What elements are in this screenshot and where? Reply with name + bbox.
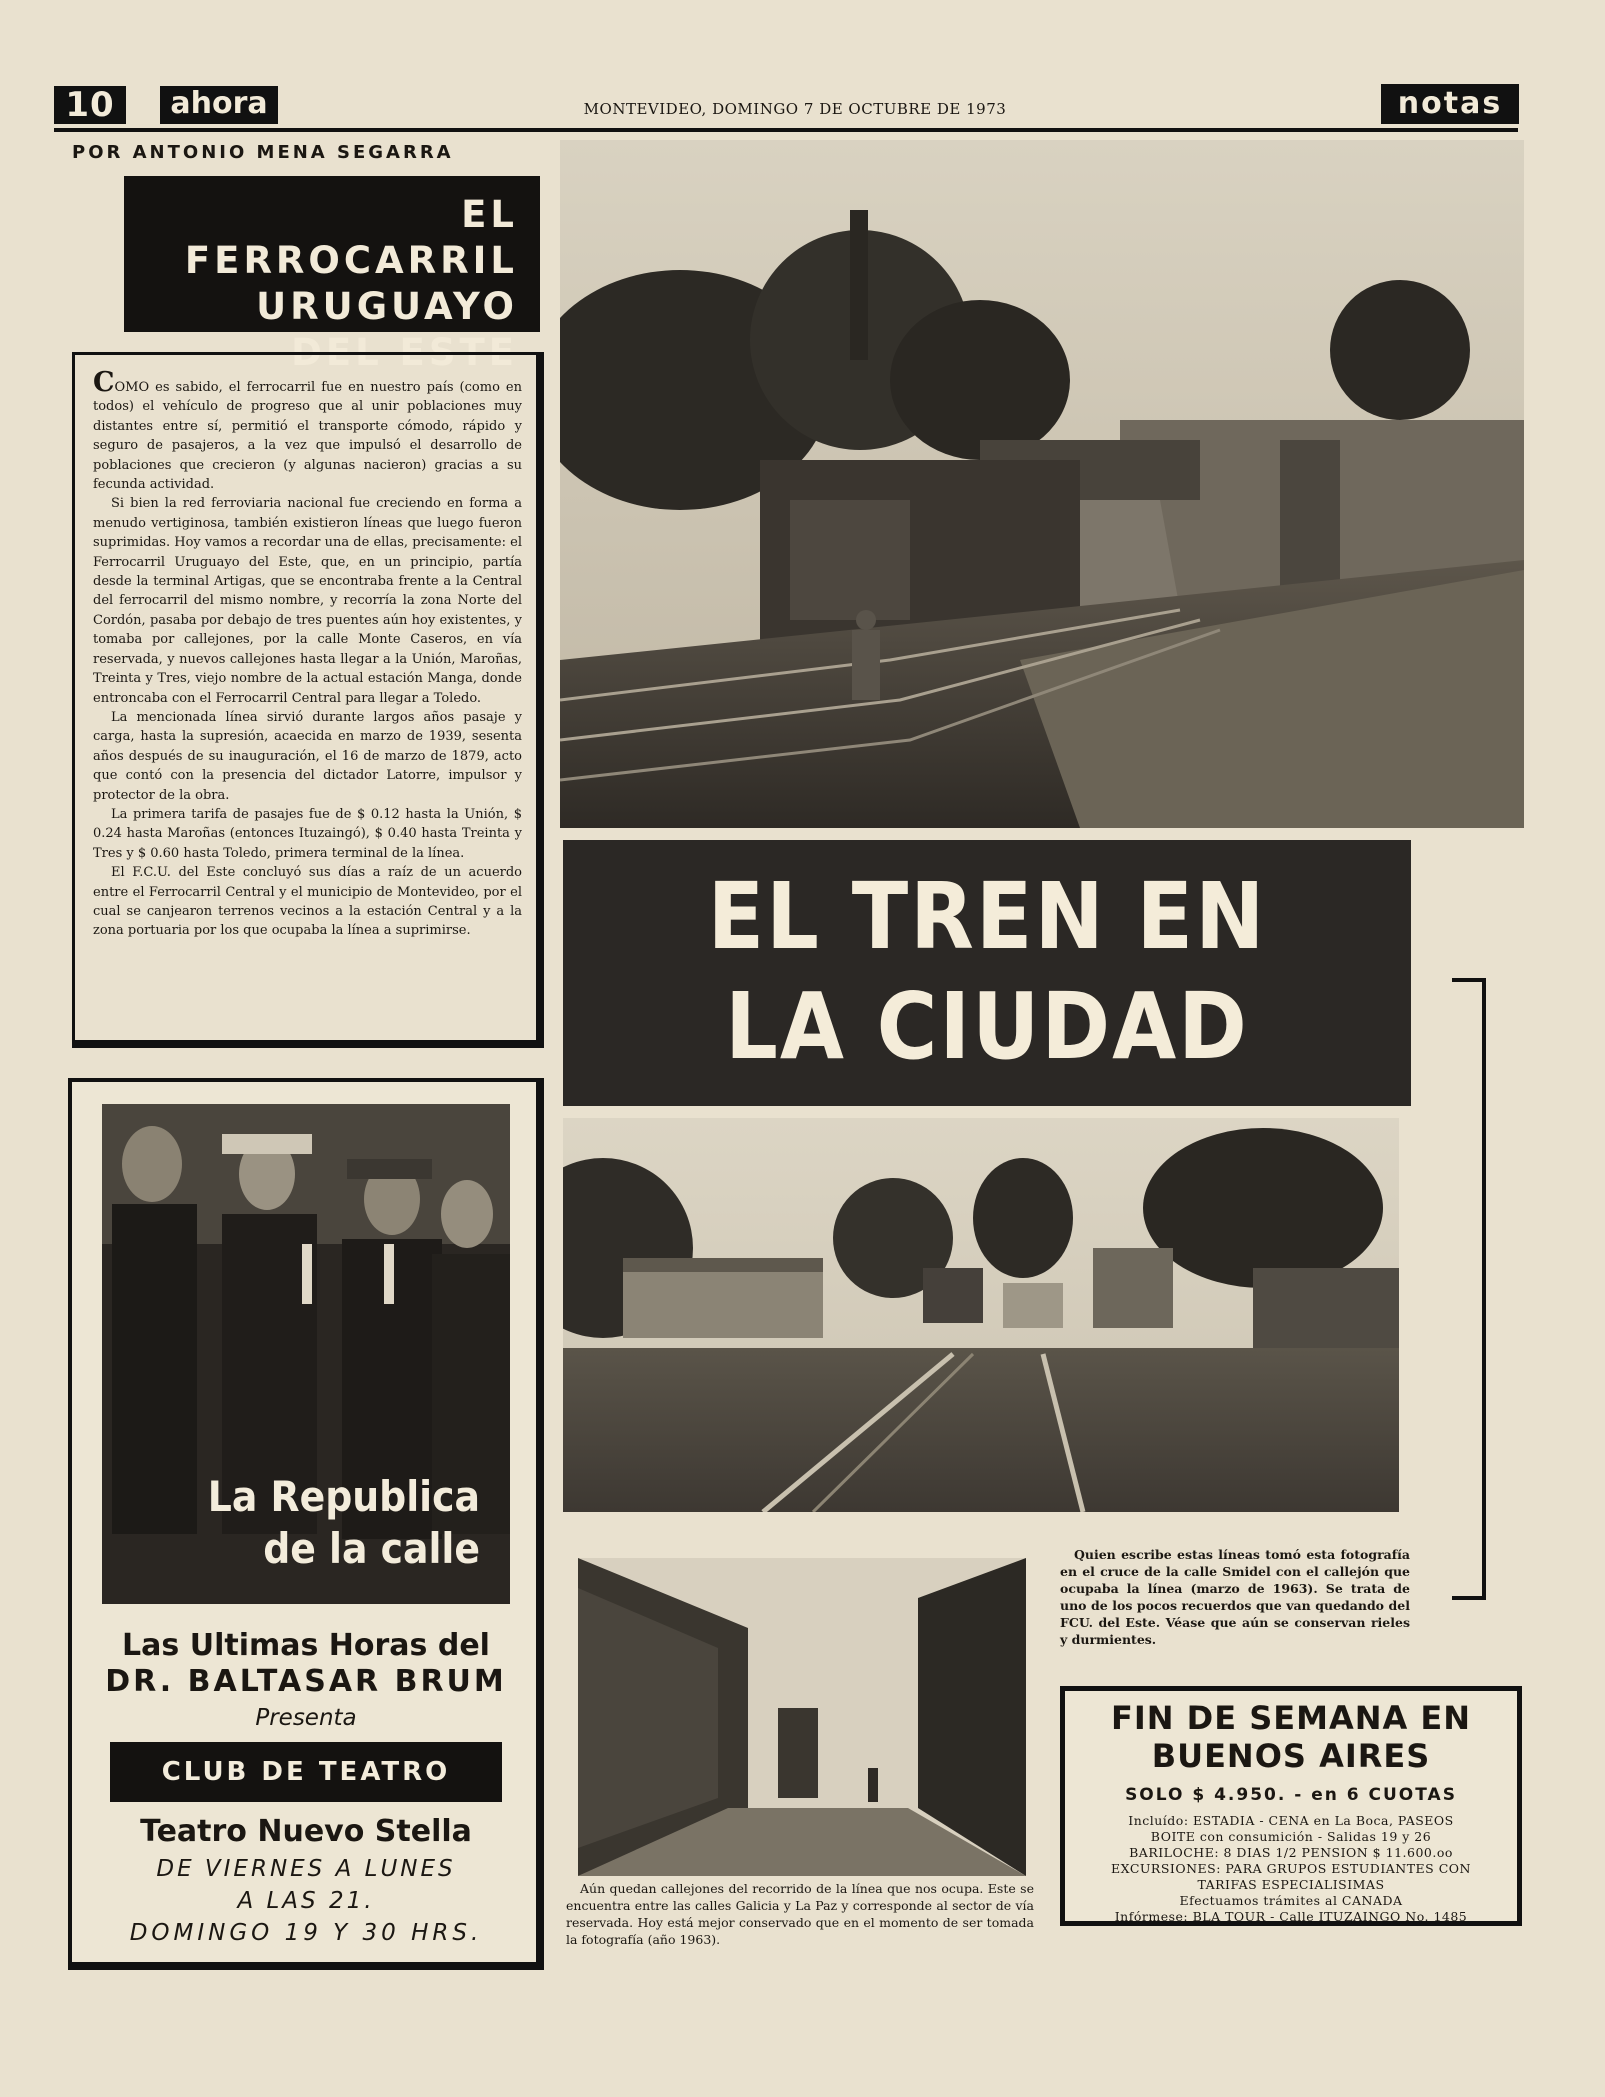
ad-venue: Teatro Nuevo Stella — [140, 1814, 472, 1849]
feature-title-line-1: EL TREN EN — [707, 863, 1267, 970]
header-rule — [54, 128, 1518, 132]
photo-alley — [578, 1558, 1026, 1876]
photo-rail-crossing — [563, 1118, 1399, 1512]
ad-poster-title-1: La Republica — [207, 1472, 480, 1521]
travel-title-2: BUENOS AIRES — [1151, 1737, 1431, 1775]
dateline: MONTEVIDEO, DOMINGO 7 DE OCTUBRE DE 1973 — [583, 100, 1007, 118]
travel-detail-line: Incluído: ESTADIA - CENA en La Boca, PASEOS — [1128, 1813, 1454, 1828]
travel-advertisement — [1060, 1686, 1522, 1926]
article-paragraph-3: La mencionada línea sirvió durante largos años pasaje y carga, hasta la supresión, acaecida en marzo de 1939, sesenta años después de su inauguración, el 16 de marzo de 1879, acto que contó con la presencia del dictador Latorre, impulsor y protector de la obra. — [93, 709, 522, 803]
ad-play-line-1: Las Ultimas Horas del — [122, 1628, 490, 1663]
ad-play-line-2: DR. BALTASAR BRUM — [105, 1664, 507, 1699]
travel-detail-line: Infórmese: BLA TOUR - Calle ITUZAINGO No. 1485 — [1114, 1909, 1468, 1924]
byline: POR ANTONIO MENA SEGARRA — [72, 142, 454, 163]
ad-presenta: Presenta — [255, 1705, 357, 1731]
article-paragraph-4: La primera tarifa de pasajes fue de $ 0.12 hasta la Unión, $ 0.24 hasta Maroñas (entonces Ituzaingó), $ 0.40 hasta Treinta y Tres y $ 0.60 hasta Toledo, primera terminal de la línea. — [93, 806, 522, 861]
ad-poster-title-2: de la calle — [263, 1524, 480, 1573]
feature-title-line-2: LA CIUDAD — [725, 973, 1249, 1080]
caption-crossing: Quien escribe estas líneas tomó esta fotografía en el cruce de la calle Smidel con el callejón que ocupaba la línea (marzo de 1963). Se trata de uno de los pocos recuerdos que van quedando del FCU. del Este. Véase que aún se conservan rieles y durmientes. — [1060, 1547, 1410, 1647]
ad-club-name: CLUB DE TEATRO — [110, 1742, 502, 1802]
headline-line-3: DEL ESTE — [291, 331, 518, 374]
ad-days: DE VIERNES A LUNES — [156, 1856, 456, 1882]
travel-details — [1065, 1813, 1517, 1925]
caption-alley: Aún quedan callejones del recorrido de la línea que nos ocupa. Este se encuentra entre las calles Galicia y La Paz y corresponde al sector de vía reservada. Hoy está mejor conservado que en el momento de ser tomada la fotografía (año 1963). — [566, 1881, 1034, 1947]
feature-title — [563, 840, 1411, 1106]
travel-detail-line: TARIFAS ESPECIALISIMAS — [1197, 1877, 1385, 1892]
drop-cap: C — [93, 367, 115, 398]
ad-hour: A LAS 21. — [237, 1888, 375, 1914]
headline-line-2: URUGUAYO — [256, 285, 518, 328]
photo-train-bridge — [560, 140, 1524, 828]
article-paragraph-5: El F.C.U. del Este concluyó sus días a raíz de un acuerdo entre el Ferrocarril Central y el municipio de Montevideo, por el cual se canjearon terrenos vecinos a la estación Central y a la zona portuaria por los que ocupaba la línea a suprimirse. — [93, 865, 522, 939]
ad-sunday: DOMINGO 19 Y 30 HRS. — [129, 1920, 483, 1946]
travel-detail-line: Efectuamos trámites al CANADA — [1179, 1893, 1403, 1908]
travel-detail-line: EXCURSIONES: PARA GRUPOS ESTUDIANTES CON — [1111, 1861, 1471, 1876]
travel-detail-line: BARILOCHE: 8 DIAS 1/2 PENSION $ 11.600.oo — [1129, 1845, 1453, 1860]
article-paragraph-1: COMO es sabido, el ferrocarril fue en nuestro país (como en todos) el vehículo de progreso que al unir poblaciones muy distantes entre sí, permitió el transporte cómodo, rápido y seguro de pasajeros, a la vez que impulsó el desarrollo de poblaciones que crecieron (y algunas nacieron) gracias a su fecunda actividad. — [93, 367, 522, 493]
section-tag-notas: notas — [1381, 84, 1519, 124]
travel-price: SOLO $ 4.950. - en 6 CUOTAS — [1125, 1785, 1457, 1805]
article-headline — [124, 176, 540, 374]
article-paragraph-2: Si bien la red ferroviaria nacional fue creciendo en forma a menudo vertiginosa, también existieron líneas que luego fueron suprimidas. Hoy vamos a recordar una de ellas, precisamente: el Ferrocarril Uruguayo del Este, que, en un principio, partía desde la terminal Artigas, que se encontraba frente a la Central del ferrocarril del mismo nombre, y recorría la zona Norte del Cordón, pasaba por debajo de tres puentes aún hoy existentes, y tomaba por callejones, por la calle Monte Caseros, en vía reservada, y nuevos callejones hasta llegar a la Unión, Maroñas, Treinta y Tres, viejo nombre de la actual estación Manga, donde entroncaba con el Ferrocarril Central para llegar a Toledo. — [93, 496, 522, 706]
headline-line-1: EL FERROCARRIL — [184, 193, 518, 282]
theater-advertisement — [68, 1078, 544, 1970]
travel-detail-line: BOITE con consumición - Salidas 19 y 26 — [1150, 1829, 1432, 1844]
page-number: 10 — [54, 86, 126, 124]
section-name: ahora — [160, 86, 278, 124]
bracket-rule — [1452, 978, 1486, 1600]
travel-title-1: FIN DE SEMANA EN — [1110, 1699, 1472, 1737]
article-body — [72, 352, 544, 1048]
